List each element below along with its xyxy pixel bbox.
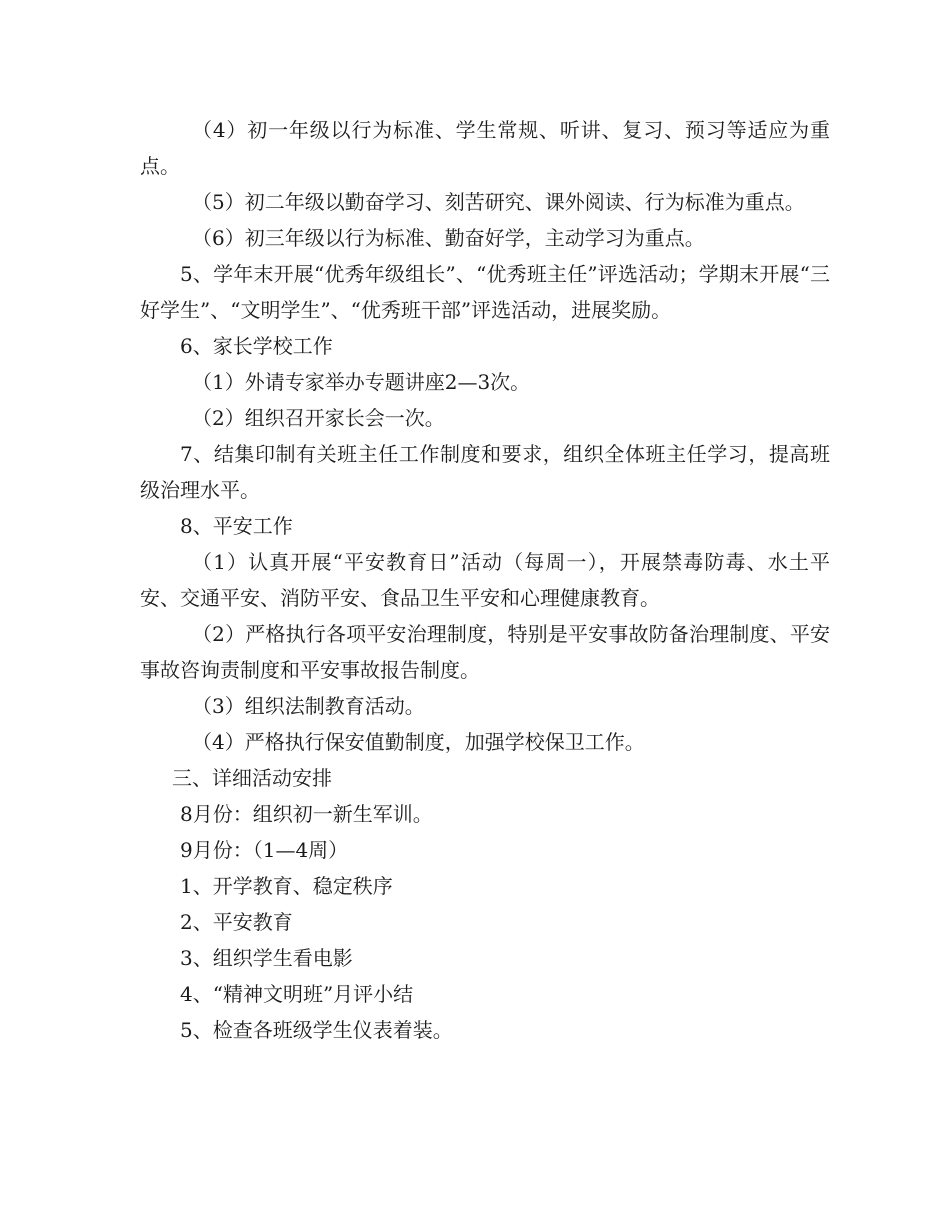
list-item: 1、开学教育、稳定秩序 <box>180 874 393 898</box>
paragraph: （2）组织召开家长会一次。 <box>192 406 445 430</box>
list-item: 9月份：（1—4周） <box>180 838 349 862</box>
paragraph: 5、学年末开展“优秀年级组长”、“优秀班主任”评选活动；学期末开展“三好学生”、“文明学生”、“优秀班干部”评选活动，进展奖励。 <box>140 262 830 322</box>
section-heading: 三、详细活动安排 <box>172 766 332 790</box>
section-heading: 6、家长学校工作 <box>180 334 333 358</box>
paragraph: （1）外请专家举办专题讲座2—3次。 <box>192 370 531 394</box>
paragraph: （6）初三年级以行为标准、勤奋好学，主动学习为重点。 <box>192 226 705 250</box>
document-body <box>140 112 830 1048</box>
paragraph: （3）组织法制教育活动。 <box>192 694 425 718</box>
paragraph: （1）认真开展“平安教育日”活动（每周一），开展禁毒防毒、水土平安、交通平安、消防平安、食品卫生平安和心理健康教育。 <box>140 550 830 610</box>
list-item: 5、检查各班级学生仪表着装。 <box>180 1018 453 1042</box>
list-item: 8月份：组织初一新生军训。 <box>180 802 433 826</box>
list-item: 2、平安教育 <box>180 910 293 934</box>
paragraph: 7、结集印制有关班主任工作制度和要求，组织全体班主任学习，提高班级治理水平。 <box>140 442 830 502</box>
list-item: 3、组织学生看电影 <box>180 946 353 970</box>
paragraph: （5）初二年级以勤奋学习、刻苦研究、课外阅读、行为标准为重点。 <box>192 190 805 214</box>
paragraph: （2）严格执行各项平安治理制度，特别是平安事故防备治理制度、平安事故咨询责制度和平安事故报告制度。 <box>140 622 830 682</box>
section-heading: 8、平安工作 <box>180 514 293 538</box>
paragraph: （4）初一年级以行为标准、学生常规、听讲、复习、预习等适应为重点。 <box>140 118 830 178</box>
list-item: 4、“精神文明班”月评小结 <box>180 982 414 1006</box>
paragraph: （4）严格执行保安值勤制度，加强学校保卫工作。 <box>192 730 645 754</box>
